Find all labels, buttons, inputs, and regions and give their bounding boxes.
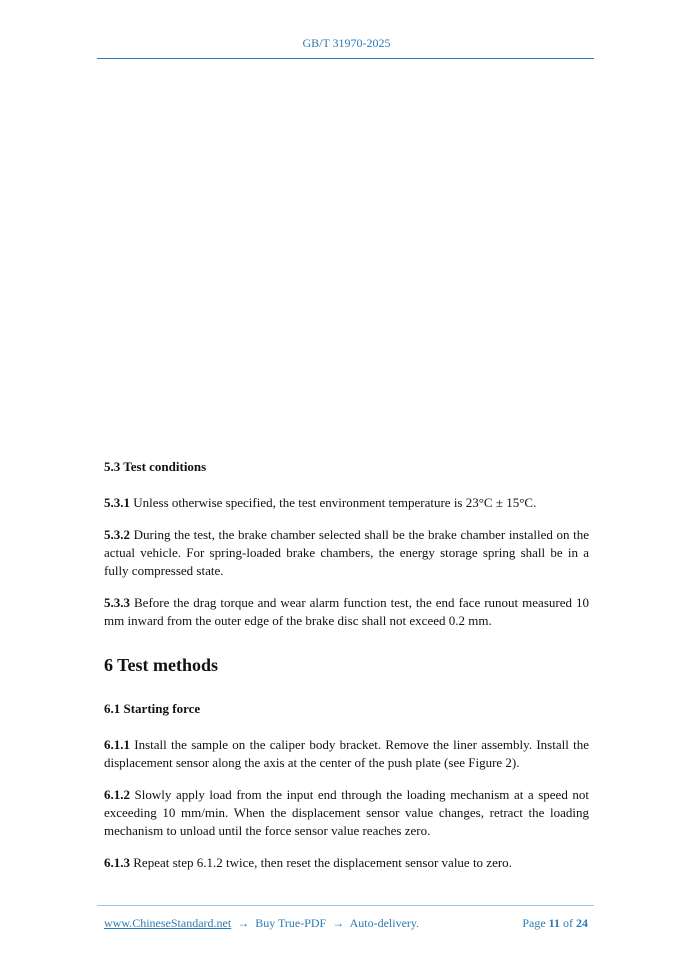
page-current: 11	[548, 916, 560, 930]
footer-divider	[97, 905, 594, 906]
clause-text: Install the sample on the caliper body bracket. Remove the liner assembly. Install the displacement sensor along the axis at the center of the push plate (see Figure 2).	[104, 737, 589, 770]
clause-5-3-1	[104, 494, 589, 512]
clause-6-1-2	[104, 786, 589, 840]
website-link[interactable]: www.ChineseStandard.net	[104, 916, 232, 930]
clause-5-3-2	[104, 526, 589, 580]
footer-promo	[104, 916, 419, 931]
clause-number: 5.3.3	[104, 595, 130, 610]
clause-text: Unless otherwise specified, the test environment temperature is 23°C ± 15°C.	[130, 495, 537, 510]
clause-text: Before the drag torque and wear alarm function test, the end face runout measured 10 mm inward from the outer edge of the brake disc shall not exceed 0.2 mm.	[104, 595, 589, 628]
clause-text: Repeat step 6.1.2 twice, then reset the displacement sensor value to zero.	[130, 855, 512, 870]
document-body	[104, 458, 589, 872]
document-header: GB/T 31970-2025	[302, 36, 391, 50]
arrow-right-icon: →	[332, 916, 345, 930]
clause-text: During the test, the brake chamber selected shall be the brake chamber installed on the actual vehicle. For spring-loaded brake chambers, the energy storage spring shall be in a fully compressed state.	[104, 527, 589, 578]
page-of-label: of	[563, 916, 573, 930]
section-6-1-heading: 6.1 Starting force	[104, 701, 201, 716]
page-indicator	[522, 916, 588, 931]
clause-number: 6.1.3	[104, 855, 130, 870]
auto-delivery-text: Auto-delivery.	[349, 916, 420, 930]
page-total: 24	[576, 916, 588, 930]
clause-number: 5.3.2	[104, 527, 130, 542]
clause-6-1-1	[104, 736, 589, 772]
header-divider	[97, 58, 594, 59]
clause-number: 5.3.1	[104, 495, 130, 510]
page-label: Page	[522, 916, 546, 930]
clause-text: Slowly apply load from the input end through the loading mechanism at a speed not exceeding 10 mm/min. When the displacement sensor value changes, retract the loading mechanism to unload until the force sensor value reaches zero.	[104, 787, 589, 838]
clause-6-1-3	[104, 854, 589, 872]
arrow-right-icon: →	[237, 916, 250, 930]
clause-number: 6.1.1	[104, 737, 130, 752]
section-5-3-heading: 5.3 Test conditions	[104, 459, 207, 474]
buy-true-pdf-text: Buy True-PDF	[255, 916, 327, 930]
clause-5-3-3	[104, 594, 589, 630]
section-6-heading: 6 Test methods	[104, 655, 219, 675]
clause-number: 6.1.2	[104, 787, 130, 802]
